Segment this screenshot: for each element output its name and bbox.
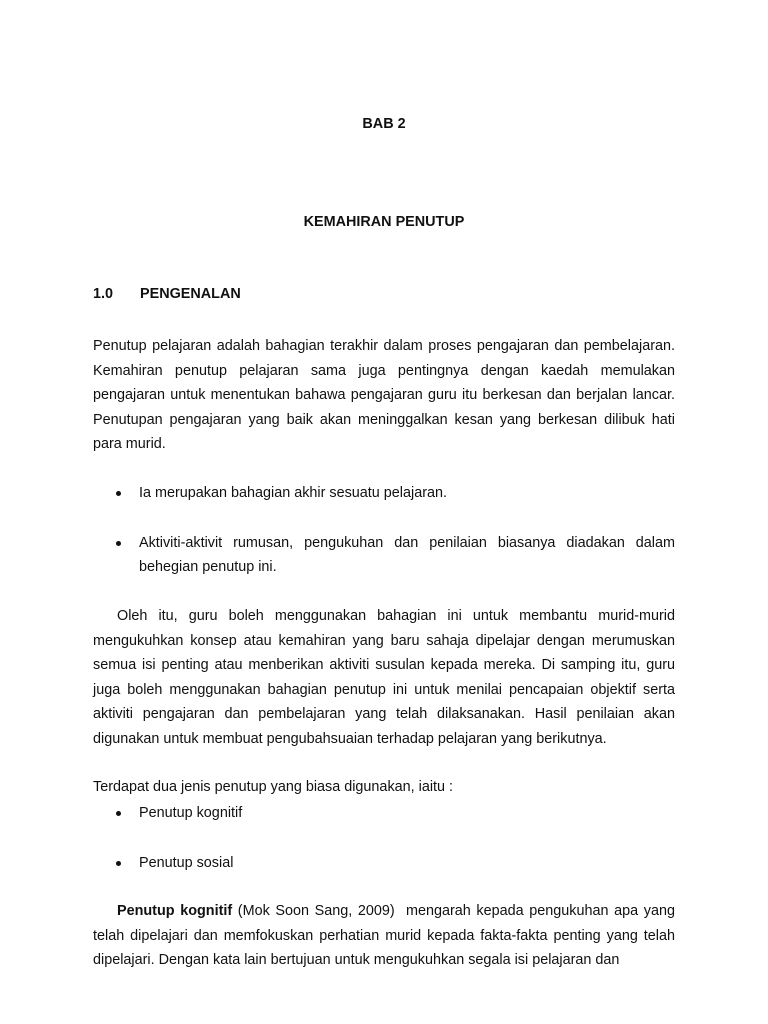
oleh-paragraph: Oleh itu, guru boleh menggunakan bahagian ini untuk membantu murid-murid mengukuhkan konsep atau kemahiran yang baru sahaja dipelajar dengan merumuskan semua isi penting atau menberikan aktiviti susulan kepada mereka. Di samping itu, guru juga boleh menggunakan bahagian penutup ini untuk menilai pencapaian objektif serta aktiviti pengajaran dan pembelajaran yang telah dilaksanakan. Hasil penilaian akan digunakan untuk membuat pengubahsuaian terhadap pelajaran yang berikutnya. [93,608,675,747]
section-number: 1.0 [93,286,114,302]
bullet-icon [116,491,121,496]
list-item-text: Ia merupakan bahagian akhir sesuatu pelajaran. [139,485,448,501]
list-item [93,531,675,580]
intro-paragraph: Penutup pelajaran adalah bahagian terakhir dalam proses pengajaran dan pembelajaran. Kemahiran penutup pelajaran sama juga pentingnya dengan kaedah memulakan pengajaran untuk menentukan bahawa pengajaran guru itu berkesan dan berjalan lancar. Penutupan pengajaran yang baik akan meninggalkan kesan yang berkesan dilibuk hati para murid. [93,338,675,452]
section-heading [93,286,241,302]
list-item-text: Aktiviti-aktivit rumusan, pengukuhan dan penilaian biasanya diadakan dalam behegian penutup ini. [139,534,675,575]
chapter-title: KEMAHIRAN PENUTUP [303,214,465,230]
bullet-icon [116,811,121,816]
list-item-text: Penutup sosial [139,854,234,871]
intro-bullet-list [93,481,675,580]
types-bullet-list [93,801,675,875]
section-title: PENGENALAN [140,286,241,302]
list-item [93,801,675,826]
types-intro: Terdapat dua jenis penutup yang biasa digunakan, iaitu : [93,779,454,795]
bullet-icon [116,861,121,866]
kognitif-paragraph [93,899,675,973]
list-item-text: Penutup kognitif [139,805,243,821]
kognitif-text: mengarah kepada pengukuhan apa yang telah dipelajari dan memfokuskan perhatian murid kepada fakta-fakta penting yang telah dipelajari. Dengan kata lain bertujuan untuk mengukuhkan segala isi pelajaran dan [93,903,675,968]
list-item [93,851,675,876]
chapter-number: BAB 2 [362,116,406,132]
kognitif-term: Penutup kognitif [117,903,233,919]
list-item [93,481,675,506]
kognitif-citation: (Mok Soon Sang, 2009) [232,903,406,919]
bullet-icon [116,541,121,546]
